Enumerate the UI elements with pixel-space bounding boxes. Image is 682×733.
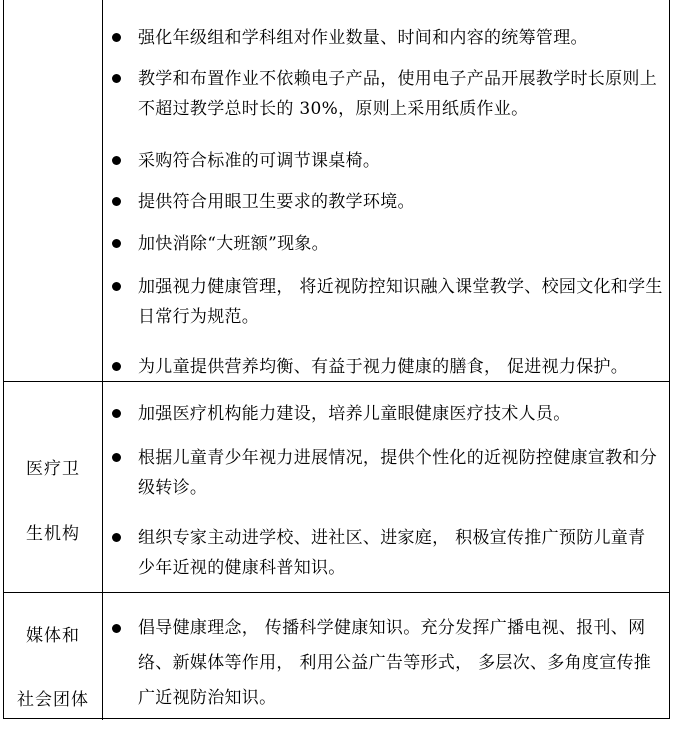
- list-item-text: 加快消除“大班额”现象。: [138, 234, 329, 254]
- list-item-text: 加强视力健康管理， 将近视防控知识融入课堂教学、校园文化和学生日常行为规范。: [138, 277, 663, 327]
- media-label-cell: [4, 593, 102, 720]
- list-item-text: 加强医疗机构能力建设，培养儿童眼健康医疗技术人员。: [138, 404, 571, 424]
- list-item-text: 倡导健康理念， 传播科学健康知识。充分发挥广播电视、报刊、网络、新媒体等作用， 利用公益广告等形式， 多层次、多角度宣传推广近视防治知识。: [138, 618, 652, 708]
- list-item: [112, 229, 667, 259]
- list-item: [112, 443, 667, 503]
- policy-table: [3, 0, 670, 719]
- list-item-text: 提供符合用眼卫生要求的教学环境。: [138, 192, 415, 212]
- bullet-icon: [112, 624, 121, 633]
- list-item: [112, 399, 667, 429]
- column-divider: [102, 0, 103, 381]
- list-item: [112, 23, 667, 53]
- list-item: [112, 187, 667, 217]
- bullet-icon: [112, 239, 121, 248]
- media-label-line2: 社会团体: [17, 690, 89, 710]
- list-item-text: 为儿童提供营养均衡、有益于视力健康的膳食， 促进视力保护。: [138, 357, 629, 377]
- medical-row: [4, 381, 669, 593]
- medical-label-cell: [4, 382, 102, 593]
- bullet-icon: [112, 453, 121, 462]
- list-item: [112, 611, 667, 716]
- list-item: [112, 523, 667, 583]
- school-label-cell: [4, 0, 102, 381]
- list-item: [112, 352, 667, 382]
- list-item: [112, 146, 667, 176]
- bullet-icon: [112, 74, 121, 83]
- media-row: [4, 592, 669, 720]
- bullet-icon: [112, 33, 121, 42]
- medical-label-line1: 医疗卫: [26, 459, 80, 479]
- list-item-text: 采购符合标准的可调节课桌椅。: [138, 151, 381, 171]
- list-item-text: 教学和布置作业不依赖电子产品，使用电子产品开展教学时长原则上不超过教学总时长的 30%，原则上采用纸质作业。: [138, 69, 657, 119]
- list-item-text: 强化年级组和学科组对作业数量、时间和内容的统筹管理。: [138, 28, 588, 48]
- list-item: [112, 64, 667, 124]
- bullet-icon: [112, 282, 121, 291]
- bullet-icon: [112, 533, 121, 542]
- bullet-icon: [112, 197, 121, 206]
- bullet-icon: [112, 409, 121, 418]
- media-label-line1: 媒体和: [26, 626, 80, 646]
- medical-label-line2: 生机构: [26, 524, 80, 544]
- list-item-text: 根据儿童青少年视力进展情况，提供个性化的近视防控健康宣教和分级转诊。: [138, 448, 657, 498]
- bullet-icon: [112, 362, 121, 371]
- bullet-icon: [112, 156, 121, 165]
- column-divider: [102, 593, 103, 720]
- list-item: [112, 272, 667, 332]
- list-item-text: 组织专家主动进学校、进社区、进家庭， 积极宣传推广预防儿童青少年近视的健康科普知识。: [138, 528, 646, 578]
- school-row: [4, 0, 669, 381]
- column-divider: [102, 382, 103, 593]
